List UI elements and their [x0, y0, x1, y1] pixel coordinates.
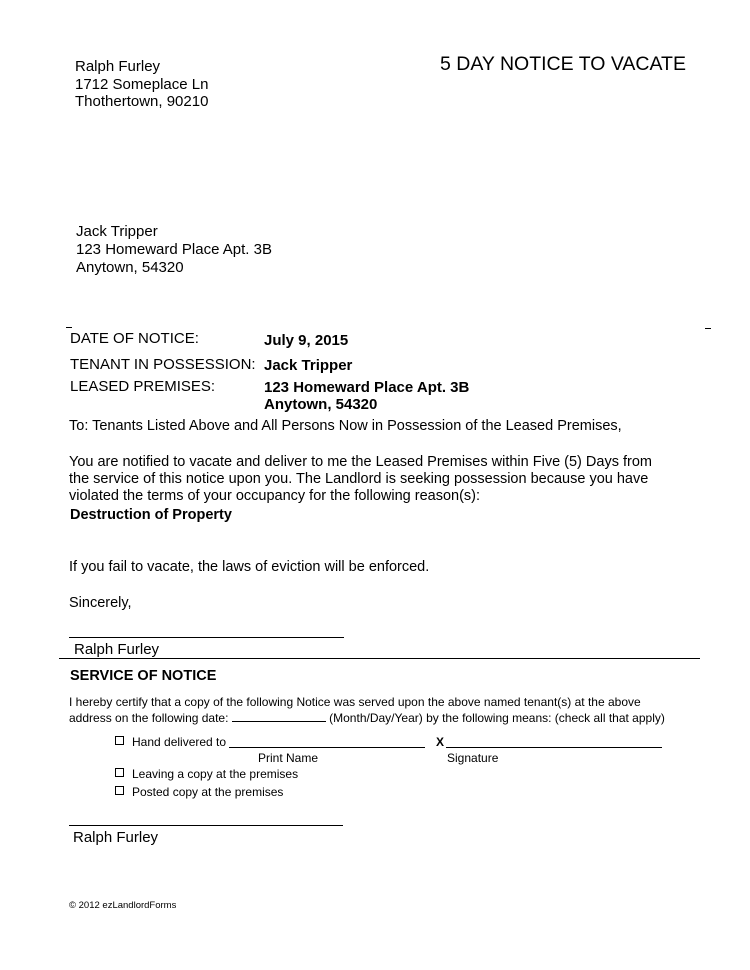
- premises-label: LEASED PREMISES:: [70, 378, 216, 395]
- service-signature-line: [69, 825, 343, 826]
- section-divider: [59, 658, 700, 659]
- certify-line-2-start: address on the following date:: [69, 711, 229, 725]
- print-name-blank[interactable]: [229, 747, 425, 748]
- copyright-footer: © 2012 ezLandlordForms: [69, 900, 177, 911]
- signature-line: [69, 637, 344, 638]
- paragraph-line-3: violated the terms of your occupancy for the following reason(s):: [69, 488, 481, 504]
- certify-line-2-end: (Month/Day/Year) by the following means: (check all that apply): [329, 711, 665, 725]
- leaving-copy-label: Leaving a copy at the premises: [132, 767, 299, 781]
- option-posted-copy: [115, 785, 283, 799]
- posted-copy-label: Posted copy at the premises: [132, 785, 284, 799]
- paragraph-line-1: You are notified to vacate and deliver to me the Leased Premises within Five (5) Days from: [69, 454, 652, 470]
- fold-mark-right: [705, 328, 711, 329]
- notice-title: 5 DAY NOTICE TO VACATE: [440, 53, 686, 75]
- hand-delivered-checkbox[interactable]: [115, 736, 124, 745]
- print-name-label: Print Name: [258, 751, 319, 765]
- option-hand-delivered: [115, 735, 226, 749]
- landlord-name: Ralph Furley: [75, 58, 161, 75]
- premises-line2: Anytown, 54320: [264, 396, 378, 413]
- tenant-street: 123 Homeward Place Apt. 3B: [76, 241, 272, 258]
- reason: Destruction of Property: [70, 507, 232, 523]
- tenant-label: TENANT IN POSSESSION:: [70, 356, 256, 373]
- certify-line-2: [69, 710, 665, 725]
- closing: Sincerely,: [69, 595, 132, 611]
- signature-label: Signature: [447, 751, 499, 765]
- leaving-copy-checkbox[interactable]: [115, 768, 124, 777]
- hand-delivered-label: Hand delivered to: [132, 735, 227, 749]
- landlord-city: Thothertown, 90210: [75, 93, 209, 110]
- signer-name: Ralph Furley: [74, 641, 160, 658]
- to-line: To: Tenants Listed Above and All Persons Now in Possession of the Leased Premises,: [69, 418, 622, 434]
- date-label: DATE OF NOTICE:: [70, 330, 199, 347]
- service-signer-name: Ralph Furley: [73, 829, 159, 846]
- warning-line: If you fail to vacate, the laws of eviction will be enforced.: [69, 559, 430, 575]
- premises-line1: 123 Homeward Place Apt. 3B: [264, 379, 470, 396]
- service-date-blank[interactable]: [232, 710, 326, 722]
- landlord-street: 1712 Someplace Ln: [75, 76, 209, 93]
- x-mark: X: [436, 735, 445, 749]
- tenant-name: Jack Tripper: [76, 223, 158, 240]
- signature-blank[interactable]: [446, 747, 662, 748]
- tenant-city: Anytown, 54320: [76, 259, 184, 276]
- fold-mark-left: [66, 327, 72, 328]
- option-leaving-copy: [115, 767, 298, 781]
- certify-line-1: I hereby certify that a copy of the following Notice was served upon the above named tenant(s) at the above: [69, 695, 641, 709]
- paragraph-line-2: the service of this notice upon you. The Landlord is seeking possession because you have: [69, 471, 649, 487]
- tenant-value: Jack Tripper: [264, 357, 353, 374]
- date-value: July 9, 2015: [264, 332, 349, 349]
- service-heading: SERVICE OF NOTICE: [70, 668, 217, 684]
- posted-copy-checkbox[interactable]: [115, 786, 124, 795]
